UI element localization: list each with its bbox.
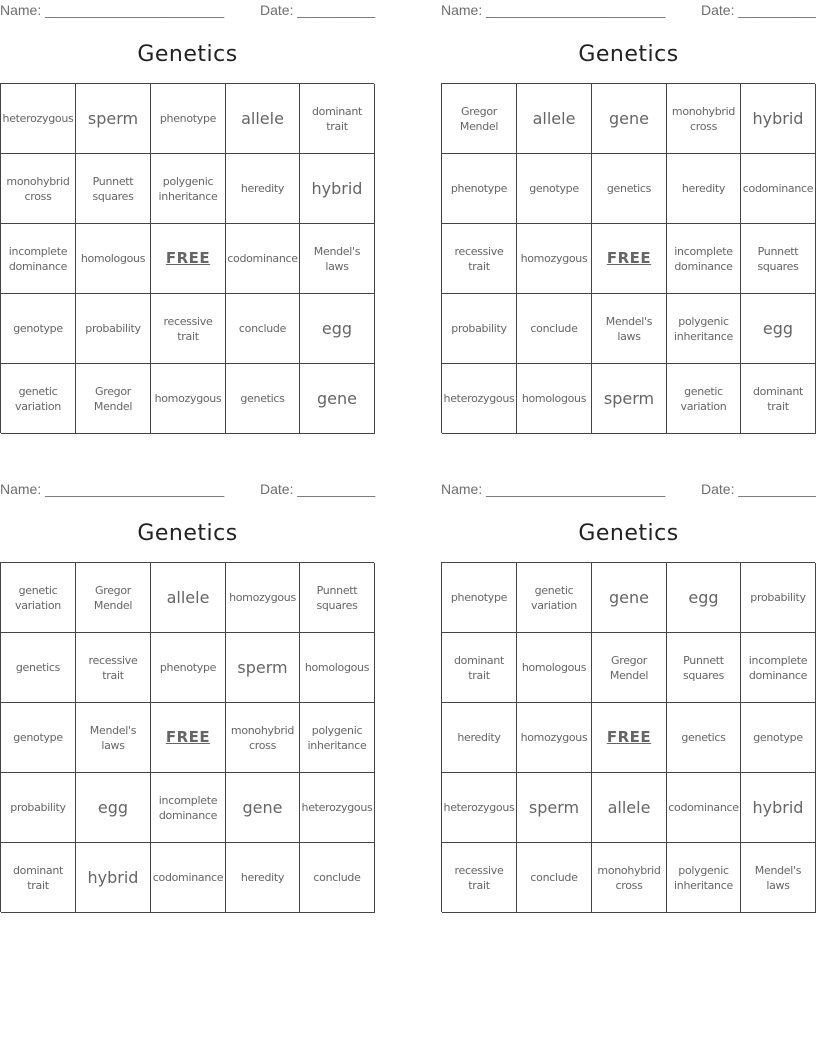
bingo-cell: Punnett squares	[300, 563, 375, 633]
card-title: Genetics	[137, 521, 238, 546]
date-field: Date: __________	[701, 2, 816, 18]
bingo-cell: polygenic inheritance	[300, 703, 375, 773]
bingo-cell: Mendel's laws	[76, 703, 151, 773]
bingo-cell: homozygous	[517, 703, 592, 773]
bingo-cell: probability	[741, 563, 816, 633]
bingo-cell: homozygous	[517, 224, 592, 294]
bingo-cell: incomplete dominance	[1, 224, 76, 294]
bingo-cell: heredity	[667, 154, 741, 224]
bingo-cell: heterozygous	[1, 84, 76, 154]
card-header	[0, 479, 375, 503]
bingo-cell: heterozygous	[442, 773, 517, 843]
bingo-cell: homologous	[517, 633, 592, 703]
bingo-cell: incomplete dominance	[741, 633, 816, 703]
bingo-cell: allele	[592, 773, 667, 843]
free-space: FREE	[151, 703, 226, 773]
bingo-cell: Mendel's laws	[300, 224, 375, 294]
free-space: FREE	[151, 224, 226, 294]
bingo-cell: polygenic inheritance	[667, 843, 741, 913]
bingo-cell: homologous	[76, 224, 151, 294]
bingo-cell: heredity	[442, 703, 517, 773]
bingo-cell: gene	[592, 84, 667, 154]
bingo-cell: probability	[76, 294, 151, 364]
bingo-cell: homozygous	[151, 364, 226, 434]
bingo-cell: genotype	[1, 703, 76, 773]
free-space: FREE	[592, 703, 667, 773]
bingo-grid	[441, 83, 815, 433]
bingo-cell: heredity	[226, 154, 300, 224]
bingo-card-2	[441, 0, 816, 413]
bingo-card-1	[0, 0, 376, 413]
bingo-cell: genetic variation	[667, 364, 741, 434]
bingo-cell: monohybrid cross	[592, 843, 667, 913]
bingo-cell: heredity	[226, 843, 300, 913]
bingo-cell: recessive trait	[76, 633, 151, 703]
name-field: Name: _______________________	[0, 481, 225, 497]
card-title: Genetics	[578, 521, 679, 546]
bingo-cell: egg	[741, 294, 816, 364]
bingo-cell: Mendel's laws	[592, 294, 667, 364]
bingo-cell: homologous	[300, 633, 375, 703]
bingo-cell: phenotype	[442, 563, 517, 633]
bingo-cell: sperm	[592, 364, 667, 434]
bingo-grid	[441, 562, 815, 912]
bingo-cell: recessive trait	[442, 224, 517, 294]
bingo-cell: monohybrid cross	[667, 84, 741, 154]
bingo-cell: egg	[76, 773, 151, 843]
bingo-cell: conclude	[517, 843, 592, 913]
bingo-cell: incomplete dominance	[667, 224, 741, 294]
bingo-cell: egg	[667, 563, 741, 633]
bingo-cell: Gregor Mendel	[442, 84, 517, 154]
bingo-cell: dominant trait	[300, 84, 375, 154]
bingo-cell: genetic variation	[1, 364, 76, 434]
bingo-cell: genetic variation	[517, 563, 592, 633]
bingo-cell: Punnett squares	[667, 633, 741, 703]
bingo-cell: gene	[300, 364, 375, 434]
bingo-cell: conclude	[517, 294, 592, 364]
bingo-cell: genotype	[1, 294, 76, 364]
bingo-grid	[0, 83, 374, 433]
card-header	[441, 0, 816, 24]
date-field: Date: __________	[260, 2, 376, 18]
bingo-cell: gene	[226, 773, 300, 843]
card-title: Genetics	[578, 42, 679, 67]
bingo-card-3	[0, 479, 376, 892]
bingo-cell: incomplete dominance	[151, 773, 226, 843]
bingo-cell: sperm	[226, 633, 300, 703]
bingo-cell: codominance	[667, 773, 741, 843]
bingo-cell: heterozygous	[300, 773, 375, 843]
bingo-cell: recessive trait	[442, 843, 517, 913]
bingo-cell: genotype	[741, 703, 816, 773]
bingo-cell: Gregor Mendel	[76, 563, 151, 633]
bingo-cell: phenotype	[151, 84, 226, 154]
bingo-cell: genetics	[592, 154, 667, 224]
bingo-cell: probability	[1, 773, 76, 843]
bingo-cell: allele	[226, 84, 300, 154]
bingo-cell: allele	[517, 84, 592, 154]
bingo-cell: Gregor Mendel	[592, 633, 667, 703]
card-header	[0, 0, 375, 24]
bingo-cell: sperm	[76, 84, 151, 154]
name-field: Name: _______________________	[0, 2, 225, 18]
bingo-cell: conclude	[226, 294, 300, 364]
bingo-card-4	[441, 479, 816, 892]
name-field: Name: _______________________	[441, 2, 666, 18]
name-field: Name: _______________________	[441, 481, 666, 497]
bingo-cell: hybrid	[741, 84, 816, 154]
bingo-cell: polygenic inheritance	[667, 294, 741, 364]
date-field: Date: __________	[260, 481, 376, 497]
bingo-cell: monohybrid cross	[1, 154, 76, 224]
bingo-cell: hybrid	[300, 154, 375, 224]
bingo-cell: probability	[442, 294, 517, 364]
bingo-cell: monohybrid cross	[226, 703, 300, 773]
bingo-cell: Punnett squares	[741, 224, 816, 294]
bingo-cell: dominant trait	[741, 364, 816, 434]
bingo-cell: Punnett squares	[76, 154, 151, 224]
bingo-cell: homozygous	[226, 563, 300, 633]
bingo-cell: genetic variation	[1, 563, 76, 633]
bingo-cell: codominance	[151, 843, 226, 913]
bingo-cell: genetics	[667, 703, 741, 773]
bingo-cell: codominance	[226, 224, 300, 294]
bingo-grid	[0, 562, 374, 912]
bingo-cell: allele	[151, 563, 226, 633]
bingo-cell: genetics	[1, 633, 76, 703]
date-field: Date: __________	[701, 481, 816, 497]
bingo-cell: dominant trait	[442, 633, 517, 703]
bingo-cell: polygenic inheritance	[151, 154, 226, 224]
bingo-cell: egg	[300, 294, 375, 364]
bingo-cell: homologous	[517, 364, 592, 434]
bingo-cell: genetics	[226, 364, 300, 434]
bingo-cell: conclude	[300, 843, 375, 913]
bingo-cell: recessive trait	[151, 294, 226, 364]
bingo-cell: heterozygous	[442, 364, 517, 434]
bingo-cell: genotype	[517, 154, 592, 224]
bingo-cell: hybrid	[76, 843, 151, 913]
bingo-cell: phenotype	[151, 633, 226, 703]
bingo-cell: Gregor Mendel	[76, 364, 151, 434]
free-space: FREE	[592, 224, 667, 294]
bingo-cell: phenotype	[442, 154, 517, 224]
bingo-cell: Mendel's laws	[741, 843, 816, 913]
bingo-cell: codominance	[741, 154, 816, 224]
bingo-cell: hybrid	[741, 773, 816, 843]
card-header	[441, 479, 816, 503]
bingo-cell: sperm	[517, 773, 592, 843]
bingo-cell: gene	[592, 563, 667, 633]
bingo-cell: dominant trait	[1, 843, 76, 913]
card-title: Genetics	[137, 42, 238, 67]
